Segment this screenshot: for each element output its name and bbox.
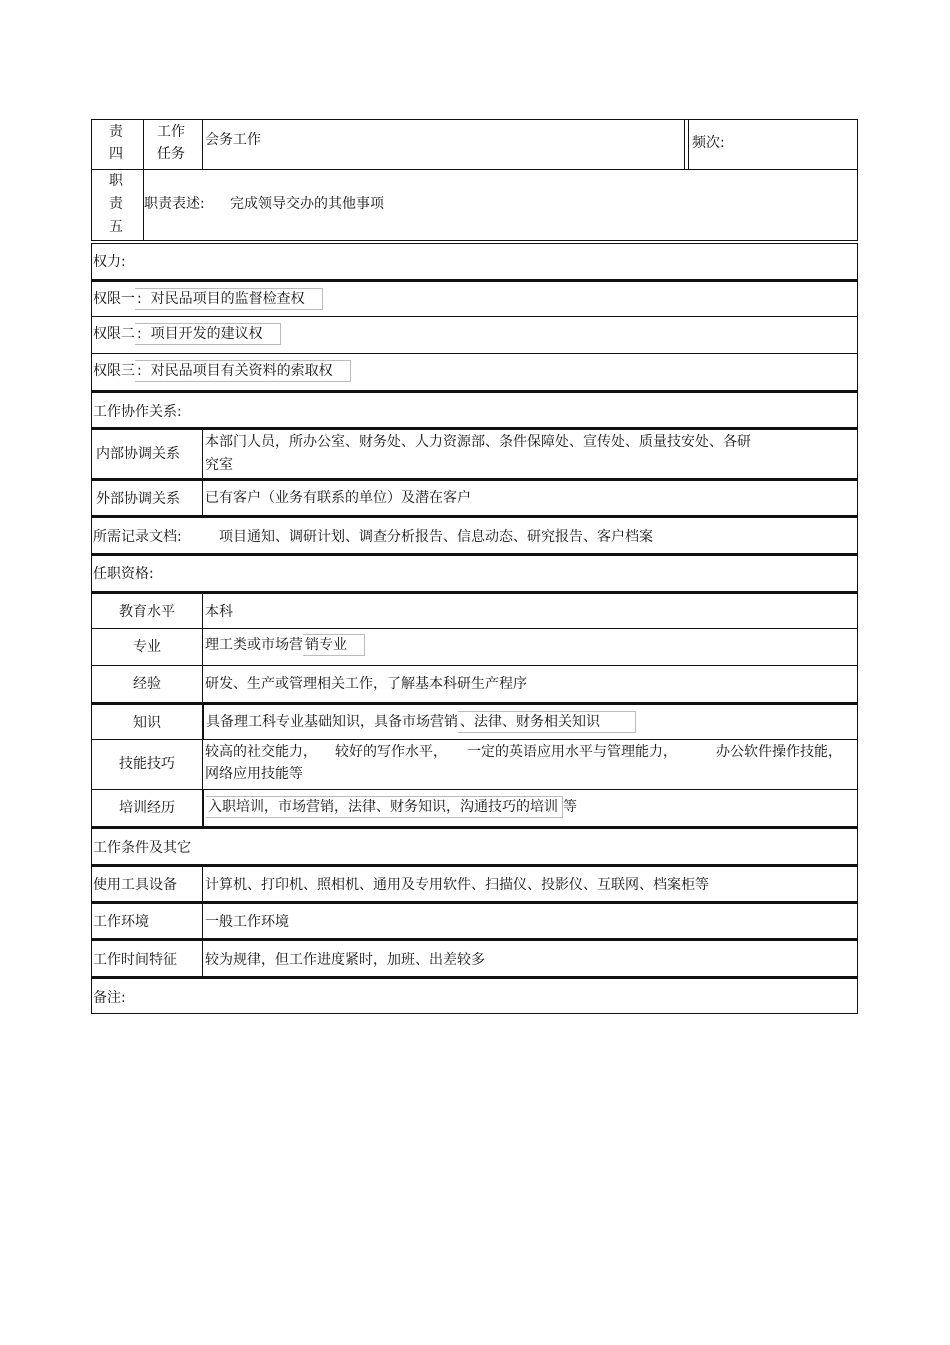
authority-label-3: 权限三 xyxy=(93,363,135,379)
external-label-cell xyxy=(92,481,202,515)
experience-value-cell xyxy=(202,666,857,702)
freq-label: 频次: xyxy=(692,135,725,151)
knowledge-label: 知识 xyxy=(133,715,161,731)
tools-label-cell xyxy=(92,867,202,901)
major-value xyxy=(205,634,365,656)
training-value-a: 入职培训，市场营销，法律、财务知识，沟通技巧的培训 xyxy=(208,799,558,815)
education-label-cell xyxy=(92,594,202,628)
job-description-table xyxy=(91,119,858,1014)
work-time-row xyxy=(91,939,858,977)
duty4-side-char2: 四 xyxy=(109,146,123,162)
skills-value-part3: 一定的英语应用水平与管理能力， xyxy=(467,744,677,760)
internal-value-cell xyxy=(202,430,857,478)
authority-item-1 xyxy=(93,288,323,310)
env-label-cell xyxy=(92,904,202,938)
environment-row xyxy=(91,902,858,939)
tools-row xyxy=(91,865,858,902)
knowledge-value-box xyxy=(458,711,636,733)
duty4-side-cell xyxy=(92,120,143,169)
records-row xyxy=(91,516,858,554)
notes-label: 备注: xyxy=(93,990,126,1006)
education-label: 教育水平 xyxy=(119,604,175,620)
training-row xyxy=(91,790,858,827)
experience-value: 研发、生产或管理相关工作，了解基本科研生产程序 xyxy=(205,676,527,692)
experience-row xyxy=(91,666,858,703)
conditions-heading: 工作条件及其它 xyxy=(93,840,191,856)
authority-colon-2: : xyxy=(137,326,142,342)
training-value-b: 等 xyxy=(563,799,577,815)
authority-value-box-1 xyxy=(135,288,323,310)
skills-value-line2: 网络应用技能等 xyxy=(205,766,303,782)
authority-label-2: 权限二 xyxy=(93,326,135,342)
internal-label: 内部协调关系 xyxy=(96,446,180,462)
duty4-task-value-cell xyxy=(202,120,684,169)
authority-item-row xyxy=(91,354,858,391)
duty4-task-label-cell xyxy=(143,120,202,169)
education-value-cell xyxy=(202,594,857,628)
env-value-cell xyxy=(202,904,857,938)
knowledge-value-b: 、法律、财务相关知识 xyxy=(460,714,600,730)
time-value-cell xyxy=(202,941,857,976)
internal-label-cell xyxy=(92,430,202,478)
authority-heading: 权力: xyxy=(93,254,126,270)
time-label-cell xyxy=(92,941,202,976)
authority-colon-1: : xyxy=(137,291,142,307)
major-row xyxy=(91,629,858,666)
duty4-row xyxy=(91,119,858,170)
skills-value-cell xyxy=(202,740,857,789)
task-label-line2: 任务 xyxy=(157,146,185,162)
knowledge-label-cell xyxy=(92,705,202,739)
authority-item-3 xyxy=(93,360,351,382)
skills-value-part2: 较好的写作水平， xyxy=(335,744,447,760)
major-value-b: 销专业 xyxy=(305,637,347,653)
notes-row xyxy=(91,977,858,1014)
records-label: 所需记录文档: xyxy=(93,529,182,545)
major-value-a: 理工类或市场营 xyxy=(205,637,303,653)
training-label-cell xyxy=(92,790,202,826)
internal-value-line2: 究室 xyxy=(205,457,233,473)
skills-value-part1: 较高的社交能力， xyxy=(205,744,317,760)
cooperation-heading: 工作协作关系: xyxy=(93,404,182,420)
major-label-cell xyxy=(92,629,202,665)
duty5-side-char2: 责 xyxy=(109,196,123,212)
knowledge-value xyxy=(206,711,636,733)
skills-label-cell xyxy=(92,740,202,789)
authority-value-box-3 xyxy=(135,360,351,382)
training-value xyxy=(206,796,577,818)
authority-item-row xyxy=(91,280,858,317)
knowledge-row xyxy=(91,703,858,740)
env-label: 工作环境 xyxy=(93,914,149,930)
skills-row xyxy=(91,740,858,790)
authority-value-box-2 xyxy=(135,323,281,345)
duty5-side-char3: 五 xyxy=(109,219,123,235)
tools-value-cell xyxy=(202,867,857,901)
env-value: 一般工作环境 xyxy=(205,914,289,930)
duty5-row xyxy=(91,170,858,241)
training-value-cell xyxy=(202,790,857,826)
major-value-cell xyxy=(202,629,857,665)
experience-label: 经验 xyxy=(133,676,161,692)
tools-value: 计算机、打印机、照相机、通用及专用软件、扫描仪、投影仪、互联网、档案柜等 xyxy=(205,877,709,893)
task-value: 会务工作 xyxy=(205,132,261,148)
authority-colon-3: : xyxy=(137,363,142,379)
desc-value: 完成领导交办的其他事项 xyxy=(230,196,384,212)
task-label-line1: 工作 xyxy=(157,124,185,140)
desc-label: 职责表述: xyxy=(144,196,205,212)
duty5-side-char1: 职 xyxy=(109,173,123,189)
education-value: 本科 xyxy=(205,604,233,620)
duty5-desc-cell xyxy=(143,170,857,240)
authority-value-2: 项目开发的建议权 xyxy=(150,326,263,342)
education-row xyxy=(91,592,858,629)
internal-coordination-row xyxy=(91,428,858,479)
qualification-heading: 任职资格: xyxy=(93,566,154,582)
training-label: 培训经历 xyxy=(119,800,175,816)
training-value-box xyxy=(206,796,563,818)
internal-value-line1: 本部门人员，所办公室、财务处、人力资源部、条件保障处、宣传处、质量技安处、各研 xyxy=(205,434,751,450)
authority-heading-row xyxy=(91,243,858,280)
duty5-side-cell xyxy=(92,170,143,240)
external-value: 已有客户（业务有联系的单位）及潜在客户 xyxy=(205,490,471,506)
skills-value-part4: 办公软件操作技能， xyxy=(716,744,842,760)
experience-label-cell xyxy=(92,666,202,702)
skills-label: 技能技巧 xyxy=(119,756,175,772)
external-value-cell xyxy=(202,481,857,515)
time-label: 工作时间特征 xyxy=(93,952,177,968)
major-value-box xyxy=(303,634,365,656)
qualification-heading-row xyxy=(91,554,858,592)
authority-value-3: 对民品项目有关资料的索取权 xyxy=(150,363,333,379)
major-label: 专业 xyxy=(133,639,161,655)
knowledge-value-a: 具备理工科专业基础知识，具备市场营销 xyxy=(206,714,458,730)
authority-value-1: 对民品项目的监督检查权 xyxy=(150,291,305,307)
conditions-heading-row xyxy=(91,827,858,865)
duty4-freq-cell xyxy=(688,120,857,169)
cooperation-heading-row xyxy=(91,391,858,428)
time-value: 较为规律，但工作进度紧时，加班、出差较多 xyxy=(205,952,485,968)
authority-label-1: 权限一 xyxy=(93,291,135,307)
authority-item-2 xyxy=(93,323,281,345)
knowledge-value-cell xyxy=(202,705,857,739)
tools-label: 使用工具设备 xyxy=(93,877,177,893)
authority-item-row xyxy=(91,317,858,354)
records-value: 项目通知、调研计划、调查分析报告、信息动态、研究报告、客户档案 xyxy=(219,529,653,545)
external-label: 外部协调关系 xyxy=(96,491,180,507)
external-coordination-row xyxy=(91,479,858,516)
duty4-side-char1: 责 xyxy=(109,124,123,140)
